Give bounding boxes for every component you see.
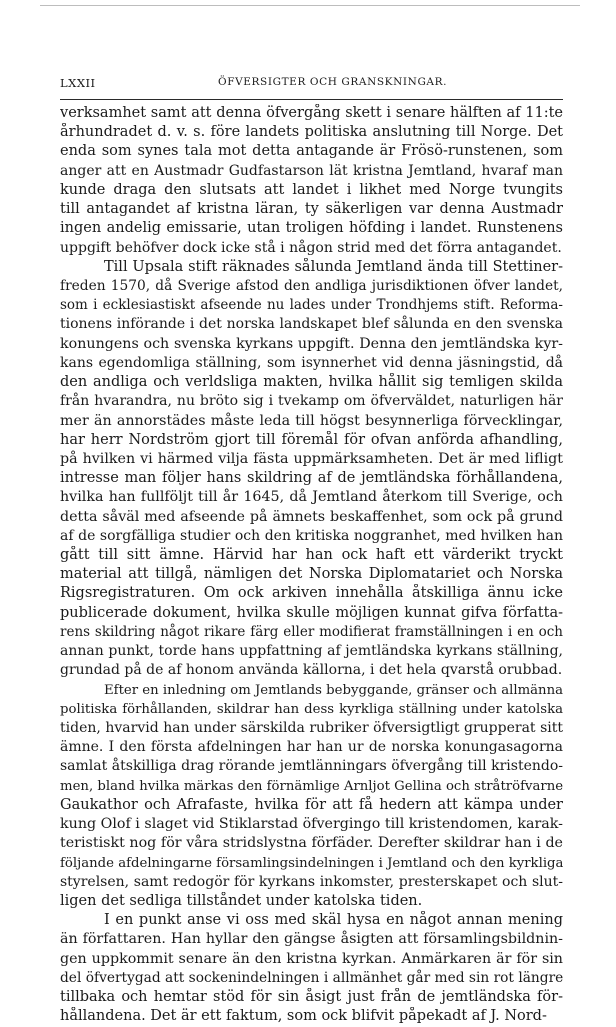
text-line: verksamhet samt att denna öfvergång skett i senare hälften af 11:te xyxy=(60,105,563,121)
text-line: anger att en Austmadr Gudfastarson lät kristna Jemtland, hvaraf man xyxy=(60,162,563,179)
paragraph xyxy=(60,258,563,681)
text-line: den andliga och verldsliga makten, hvilka hållit sig temligen skilda xyxy=(60,374,563,391)
text-line: hvilka han fullföljt till år 1645, då Jemtland återkom till Sverige, och xyxy=(60,489,563,506)
page-number: LXXII xyxy=(60,76,96,90)
text-line: till antagandet af kristna läran, ty säkerligen var denna Austmadr xyxy=(60,201,563,218)
text-line: Gaukathor och Afrafaste, hvilka för att få hedern att kämpa under xyxy=(60,796,563,813)
text-line: tionens införande i det norska landskapet blef sålunda en den svenska xyxy=(60,316,563,333)
text-line: grundad på de af honom använda källorna, i det hela qvarstå orubbad. xyxy=(60,662,563,679)
text-line: uppgift behöfver dock icke stå i någon strid med det förra antagandet. xyxy=(60,239,562,256)
text-line: på hvilken vi härmed vilja fästa uppmärksamheten. Det är med lifligt xyxy=(60,450,563,467)
running-header xyxy=(60,76,563,94)
text-line: men, bland hvilka märkas den förnämlige Arnljot Gellina och stråtröfvarne xyxy=(60,778,563,794)
text-line: annan punkt, torde hans uppfattning af jemtländska kyrkans ställning, xyxy=(60,643,563,660)
text-line: politiska förhållanden, skildrar han dess kyrkliga ställning under katolska xyxy=(60,701,563,717)
text-line: I en punkt anse vi oss med skäl hysa en något annan mening xyxy=(104,912,563,929)
paragraph xyxy=(60,104,563,258)
text-line: ingen andelig emissarie, utan troligen höfding i landet. Runstenens xyxy=(60,220,563,237)
text-line: tiden, hvarvid han under särskilda rubriker öfversigtligt grupperat sitt xyxy=(60,720,563,736)
scan-edge-line xyxy=(40,5,580,6)
text-line: enda som synes tala mot detta antagande är Frösö-runstenen, som xyxy=(60,143,563,160)
text-line: än författaren. Han hyllar den gängse åsigten att församlingsbildnin- xyxy=(60,931,563,948)
text-line: intresse man följer hans skildring af de jemtländska förhållandena, xyxy=(60,470,563,487)
text-line: hållandena. Det är ett faktum, som ock blifvit påpekadt af J. Nord- xyxy=(60,1008,547,1025)
text-line: kans egendomliga ställning, som isynnerhet vid denna jäsningstid, då xyxy=(60,354,563,371)
text-line: mer än annorstädes måste leda till högst besynnerliga förvecklingar, xyxy=(60,412,563,429)
text-line: styrelsen, samt redogör för kyrkans inkomster, presterskapet och slut- xyxy=(60,873,563,890)
text-line: gått till sitt ämne. Härvid har han ock haft ett värderikt tryckt xyxy=(60,547,563,564)
text-line: tillbaka och hemtar stöd för sin åsigt just från de jemtländska för- xyxy=(60,989,563,1006)
text-line: Till Upsala stift räknades sålunda Jemtland ända till Stettiner- xyxy=(104,258,563,275)
body-text xyxy=(60,104,563,1027)
paragraph xyxy=(60,911,563,1026)
text-line: som i ecklesiastiskt afseende nu lades under Trondhjems stift. Reforma- xyxy=(60,297,563,314)
text-line: del öfvertygad att sockenindelningen i allmänhet går med sin rot längre xyxy=(60,969,563,986)
text-line: från hvarandra, nu bröto sig i tvekamp om öfverväldet, naturligen här xyxy=(60,393,563,410)
text-line: århundradet d. v. s. före landets politiska anslutning till Norge. Det xyxy=(60,124,563,141)
text-line: gen uppkommit senare än den kristna kyrkan. Anmärkaren är för sin xyxy=(60,950,563,967)
text-line: Rigsregistraturen. Om ock arkiven innehålla åtskilliga ännu icke xyxy=(60,585,563,602)
text-line: ämne. I den första afdelningen har han ur de norska konungasagorna xyxy=(60,739,563,756)
text-line: teristiskt nog för våra stridslystna förfäder. Derefter skildrar han i de xyxy=(60,835,563,852)
header-rule xyxy=(60,99,563,100)
text-line: följande afdelningarne församlingsindelningen i Jemtland och den kyrkliga xyxy=(60,855,563,871)
text-line: konungens och svenska kyrkans uppgift. Denna den jemtländska kyr- xyxy=(60,335,563,352)
text-line: af de sorgfälliga studier och den kritiska noggranhet, med hvilken han xyxy=(60,527,563,544)
text-line: detta såväl med afseende på ämnets beskaffenhet, som ock på grund xyxy=(60,508,563,525)
text-line: material att tillgå, nämligen det Norska Diplomatariet och Norska xyxy=(60,566,563,583)
text-line: har herr Nordström gjort till föremål för ofvan anförda afhandling, xyxy=(60,431,563,448)
text-line: kung Olof i slaget vid Stiklarstad öfvergingo till kristendomen, karak- xyxy=(60,816,563,833)
text-line: freden 1570, då Sverige afstod den andliga jurisdiktionen öfver landet, xyxy=(60,277,563,294)
text-line: rens skildring något rikare färg eller modifierat framställningen i en och xyxy=(60,623,563,640)
paragraph xyxy=(60,681,563,912)
text-line: samlat åtskilliga drag rörande jemtlänningars öfvergång till kristendo- xyxy=(60,758,563,775)
text-line: publicerade dokument, hvilka skulle möjligen kunnat gifva författa- xyxy=(60,604,563,621)
text-line: ligen det sedliga tillståndet under katolska tiden. xyxy=(60,892,423,909)
text-line: Efter en inledning om Jemtlands bebyggande, gränser och allmänna xyxy=(104,682,563,698)
text-line: kunde draga den slutsats att landet i likhet med Norge tvungits xyxy=(60,181,563,198)
running-title: ÖFVERSIGTER OCH GRANSKNINGAR. xyxy=(218,76,448,88)
